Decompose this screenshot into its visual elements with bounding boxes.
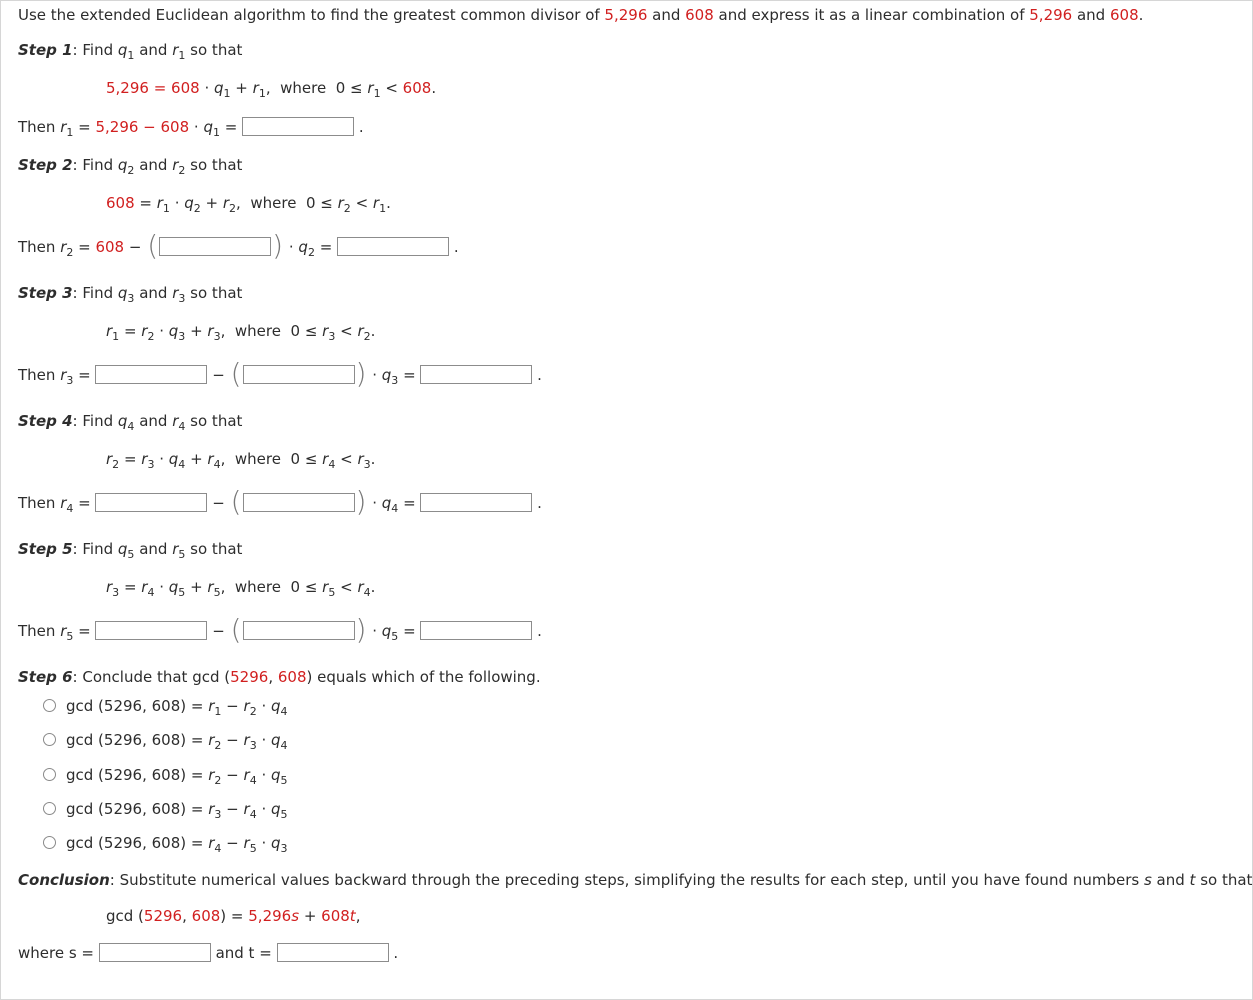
r5-input[interactable] <box>420 621 532 640</box>
step1-heading: Step 1: Find $q_1$ and $r_1$ so that <box>18 41 243 62</box>
radio-button[interactable] <box>43 802 56 815</box>
conclusion-text: Conclusion: Substitute numerical values backward through the preceding steps, simplifying the results for each step, until you have found numbers s and t so that <box>18 871 1253 889</box>
r3-value-input-step4[interactable] <box>243 493 355 512</box>
step3-heading: Step 3: Find $q_3$ and $r_3$ so that <box>18 284 243 305</box>
step3-equation: $r_1 = r_2 \cdot q_3 + r_3$, where $0 \le r_3 < r_2$. <box>106 322 376 343</box>
step5-heading: Step 5: Find $q_5$ and $r_5$ so that <box>18 540 243 561</box>
r4-value-input-step5[interactable] <box>243 621 355 640</box>
r1-value-input-step2[interactable] <box>159 237 271 256</box>
radio-button[interactable] <box>43 699 56 712</box>
step2-then-line: Then $r_2 = 608$ − ( ) · $q_2$ = . <box>18 228 459 262</box>
answer-line: where s = and t = . <box>18 944 399 962</box>
radio-button[interactable] <box>43 733 56 746</box>
t-input[interactable] <box>277 943 389 962</box>
step5-then-line: Then $r_5$ = − ( ) · $q_5$ = . <box>18 612 542 646</box>
step5-equation: $r_3 = r_4 \cdot q_5 + r_5$, where $0 \le r_5 < r_4$. <box>106 578 376 599</box>
step2-equation: $608 = r_1 \cdot q_2 + r_2$, where $0 \le r_2 < r_1$. <box>106 194 391 215</box>
step1-equation: $5,296 = 608 \cdot q_1 + r_1$, where $0 \le r_1 < 608$. <box>106 79 437 100</box>
step6-heading: Step 6: Conclude that gcd (5296, 608) equals which of the following. <box>18 668 541 686</box>
step2-heading: Step 2: Find $q_2$ and $r_2$ so that <box>18 156 243 177</box>
step3-then-line: Then $r_3$ = − ( ) · $q_3$ = . <box>18 356 542 390</box>
r2-value-input-step3[interactable] <box>243 365 355 384</box>
r4-input[interactable] <box>420 493 532 512</box>
step1-then-line: Then $r_1 = 5,296 - 608 \cdot q_1$ = . <box>18 118 364 139</box>
instruction-text: Use the extended Euclidean algorithm to find the greatest common divisor of 5,296 and 608 and express it as a linear combination of 5,296 and 608. <box>18 6 1144 24</box>
radio-button[interactable] <box>43 836 56 849</box>
gcd-option-3[interactable]: gcd (5296, $608) = r_2 - r_4 \cdot q_5$ <box>43 765 288 785</box>
s-input[interactable] <box>99 943 211 962</box>
gcd-option-1[interactable]: gcd (5296, $608) = r_1 - r_2 \cdot q_4$ <box>43 696 288 716</box>
gcd-option-4[interactable]: gcd (5296, $608) = r_3 - r_4 \cdot q_5$ <box>43 799 288 819</box>
r2-value-input-step4[interactable] <box>95 493 207 512</box>
step4-equation: $r_2 = r_3 \cdot q_4 + r_4$, where $0 \le r_4 < r_3$. <box>106 450 376 471</box>
gcd-option-2[interactable]: gcd (5296, $608) = r_2 - r_3 \cdot q_4$ <box>43 730 288 750</box>
r1-value-input-step3[interactable] <box>95 365 207 384</box>
step4-heading: Step 4: Find $q_4$ and $r_4$ so that <box>18 412 243 433</box>
gcd-option-5[interactable]: gcd (5296, $608) = r_4 - r_5 \cdot q_3$ <box>43 833 288 853</box>
conclusion-equation: gcd (5296, 608) = 5,296s + 608t, <box>106 907 361 925</box>
step4-then-line: Then $r_4$ = − ( ) · $q_4$ = . <box>18 484 542 518</box>
r1-input[interactable] <box>242 117 354 136</box>
radio-button[interactable] <box>43 768 56 781</box>
r2-input[interactable] <box>337 237 449 256</box>
r3-input[interactable] <box>420 365 532 384</box>
r3-value-input-step5[interactable] <box>95 621 207 640</box>
